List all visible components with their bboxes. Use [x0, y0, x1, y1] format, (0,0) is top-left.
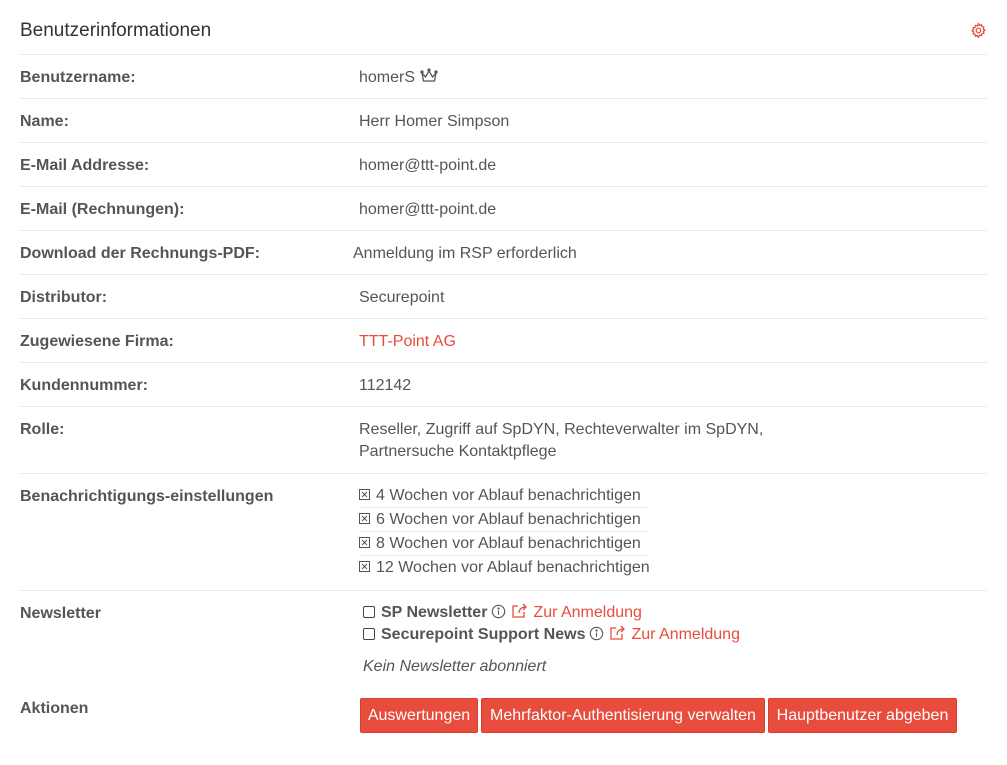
checked-box-icon [359, 513, 370, 524]
invoice-pdf-value: Anmeldung im RSP erforderlich [353, 245, 577, 262]
username-value [359, 67, 438, 89]
row-notifications [20, 474, 987, 591]
newsletter-signup-link[interactable]: Zur Anmeldung [533, 604, 642, 621]
notification-item-label: 8 Wochen vor Ablauf benachrichtigen [376, 535, 641, 552]
crown-icon [420, 68, 438, 84]
newsletter-name: SP Newsletter [381, 604, 488, 621]
row-distributor [20, 275, 987, 319]
reports-button[interactable]: Auswertungen [360, 698, 478, 733]
notification-item [359, 485, 649, 508]
role-label: Rolle: [20, 421, 65, 438]
role-value [359, 419, 763, 463]
newsletter-checkbox[interactable] [363, 628, 375, 640]
row-customer-number [20, 363, 987, 407]
mfa-manage-button[interactable]: Mehrfaktor-Authentisierung verwalten [481, 698, 765, 733]
email-value: homer@ttt-point.de [359, 157, 497, 174]
row-name [20, 99, 987, 143]
info-icon[interactable] [589, 626, 604, 641]
role-line-2: Partnersuche Kontaktpflege [359, 443, 557, 460]
username-label: Benutzername: [20, 69, 136, 86]
panel-header [20, 0, 987, 55]
notification-item-label: 12 Wochen vor Ablauf benachrichtigen [376, 559, 650, 576]
newsletter-name: Securepoint Support News [381, 626, 586, 643]
row-email [20, 143, 987, 187]
email-invoices-label: E-Mail (Rechnungen): [20, 201, 185, 218]
email-label: E-Mail Addresse: [20, 157, 150, 174]
newsletter-item [363, 624, 740, 646]
notification-item [359, 509, 649, 532]
share-icon[interactable] [511, 603, 528, 619]
notification-item [359, 533, 649, 556]
row-username [20, 55, 987, 99]
company-link[interactable]: TTT-Point AG [359, 333, 456, 350]
row-newsletter [20, 591, 987, 686]
row-role [20, 407, 987, 474]
checked-box-icon [359, 537, 370, 548]
newsletter-checkbox[interactable] [363, 606, 375, 618]
notification-item [359, 557, 658, 579]
page-title: Benutzerinformationen [20, 20, 212, 41]
newsletter-signup-link[interactable]: Zur Anmeldung [631, 626, 740, 643]
row-company [20, 319, 987, 363]
name-label: Name: [20, 113, 69, 130]
transfer-main-user-button[interactable]: Hauptbenutzer abgeben [768, 698, 957, 733]
checked-box-icon [359, 489, 370, 500]
distributor-value: Securepoint [359, 289, 445, 306]
customer-number-value: 112142 [359, 377, 412, 394]
row-email-invoices [20, 187, 987, 231]
notification-item-label: 6 Wochen vor Ablauf benachrichtigen [376, 511, 641, 528]
company-value [359, 331, 456, 353]
info-icon[interactable] [491, 604, 506, 619]
row-invoice-pdf [20, 231, 987, 275]
email-invoices-value: homer@ttt-point.de [359, 201, 497, 218]
role-line-1: Reseller, Zugriff auf SpDYN, Rechteverwalter im SpDYN, [359, 421, 764, 438]
distributor-label: Distributor: [20, 289, 108, 306]
name-value: Herr Homer Simpson [359, 113, 510, 130]
actions-label: Aktionen [20, 700, 89, 717]
customer-number-label: Kundennummer: [20, 377, 148, 394]
gear-icon[interactable] [970, 22, 987, 39]
username-text: homerS [359, 69, 416, 86]
newsletter-item [363, 602, 642, 624]
notification-item-label: 4 Wochen vor Ablauf benachrichtigen [376, 487, 641, 504]
notifications-label: Benachrichtigungs-einstellungen [20, 488, 274, 505]
newsletter-status: Kein Newsletter abonniert [363, 658, 547, 675]
checked-box-icon [359, 561, 370, 572]
share-icon[interactable] [609, 625, 626, 641]
invoice-pdf-label: Download der Rechnungs-PDF: [20, 245, 260, 262]
newsletter-label: Newsletter [20, 605, 101, 622]
company-label: Zugewiesene Firma: [20, 333, 174, 350]
